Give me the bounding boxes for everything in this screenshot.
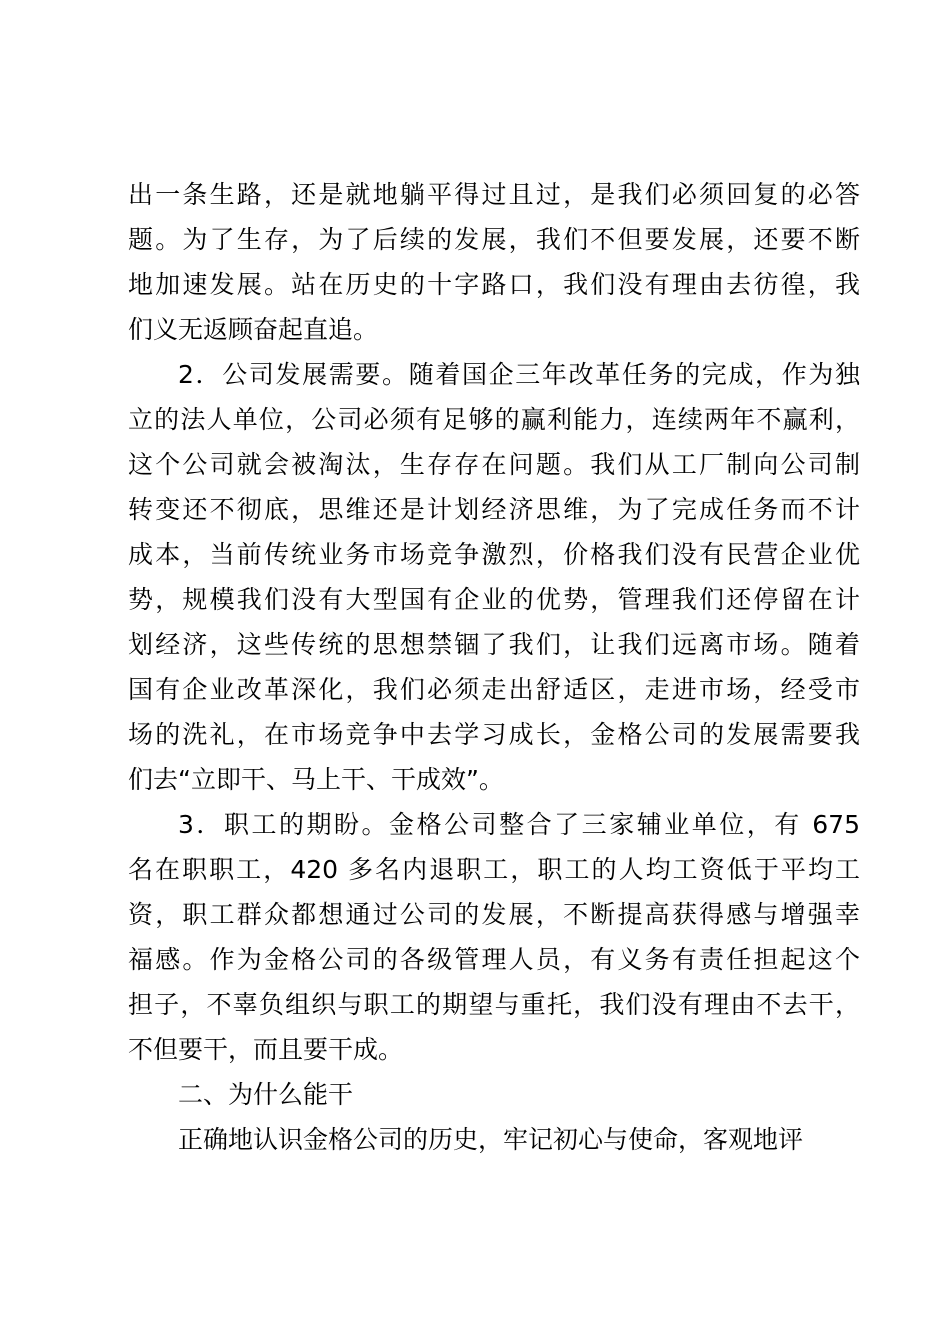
paragraph-line: 正确地认识金格公司的历史，牢记初心与使命，客观地评 [178, 1125, 804, 1154]
paragraph-line: 划经济，这些传统的思想禁锢了我们，让我们远离市场。随着 [128, 630, 860, 659]
paragraph-line: 地加速发展。站在历史的十字路口，我们没有理由去彷徨，我 [128, 270, 860, 299]
paragraph-line: 国有企业改革深化，我们必须走出舒适区，走进市场，经受市 [128, 675, 860, 704]
paragraph-line: 不但要干，而且要干成。 [128, 1035, 404, 1064]
section-heading: 二、为什么能干 [178, 1080, 354, 1109]
paragraph-line: 转变还不彻底，思维还是计划经济思维，为了完成任务而不计 [128, 495, 860, 524]
paragraph-line: 立的法人单位，公司必须有足够的赢利能力，连续两年不赢利， [128, 405, 860, 434]
paragraph-line: 担子，不辜负组织与职工的期望与重托，我们没有理由不去干， [128, 990, 860, 1019]
section-2-heading-line: 2．公司发展需要。随着国企三年改革任务的完成，作为独 [178, 360, 860, 389]
paragraph-line: 场的洗礼，在市场竞争中去学习成长，金格公司的发展需要我 [128, 720, 860, 749]
paragraph-line: 福感。作为金格公司的各级管理人员，有义务有责任担起这个 [128, 945, 860, 974]
paragraph-line: 这个公司就会被淘汰，生存存在问题。我们从工厂制向公司制 [128, 450, 860, 479]
body-text [128, 172, 860, 1162]
paragraph-line: 资，职工群众都想通过公司的发展，不断提高获得感与增强幸 [128, 900, 860, 929]
paragraph-line: 们义无返顾奋起直追。 [128, 315, 379, 344]
paragraph-line: 势，规模我们没有大型国有企业的优势，管理我们还停留在计 [128, 585, 860, 614]
paragraph-line: 们去“立即干、马上干、干成效”。 [128, 765, 504, 794]
paragraph-line: 名在职职工，420 多名内退职工，职工的人均工资低于平均工 [128, 855, 860, 884]
paragraph-line: 成本，当前传统业务市场竞争激烈，价格我们没有民营企业优 [128, 540, 860, 569]
paragraph-line: 题。为了生存，为了后续的发展，我们不但要发展，还要不断 [128, 225, 860, 254]
paragraph-line: 出一条生路，还是就地躺平得过且过，是我们必须回复的必答 [128, 180, 860, 209]
section-3-heading-line: 3．职工的期盼。金格公司整合了三家辅业单位，有 675 [178, 810, 860, 839]
